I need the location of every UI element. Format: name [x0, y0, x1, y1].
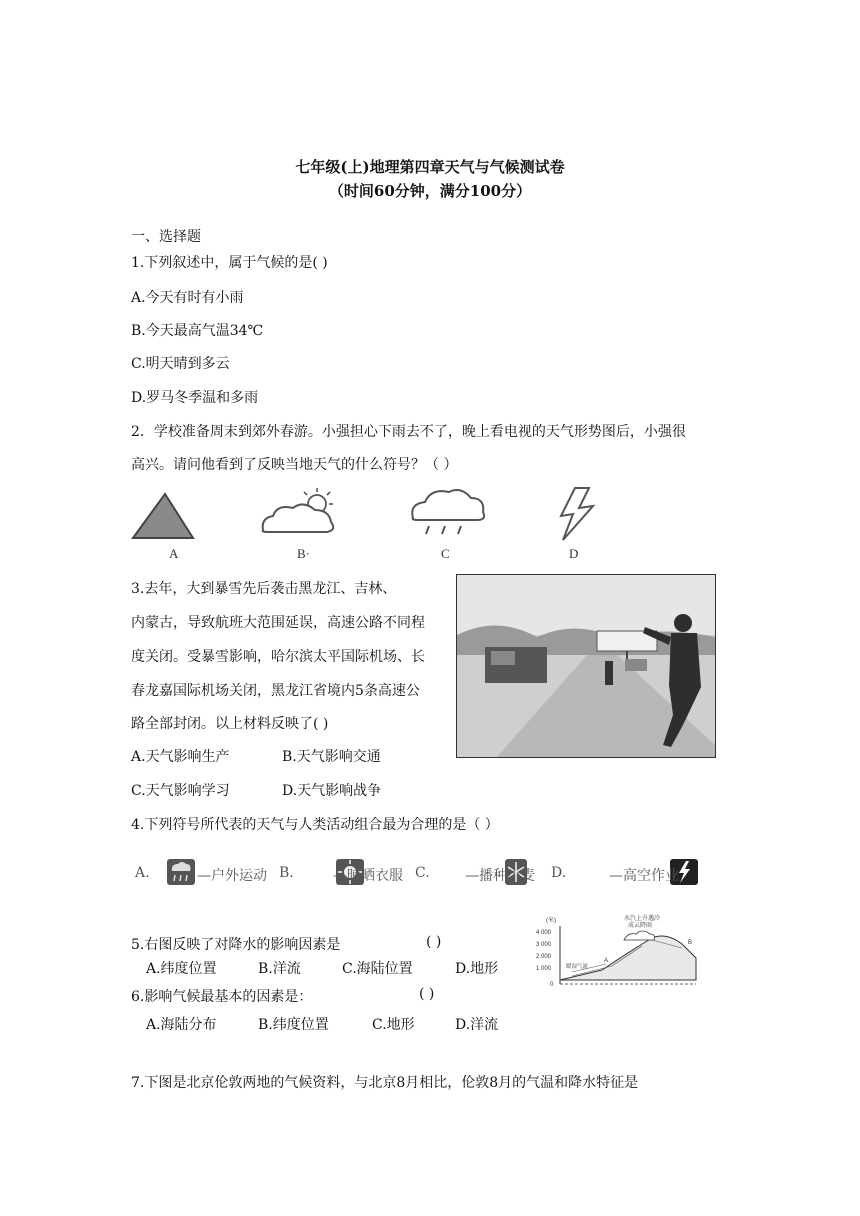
q4-letter-c: C.	[415, 865, 430, 881]
partly-cloudy-icon	[263, 488, 334, 532]
q1-option-a: A.今天有时有小雨	[131, 290, 244, 306]
q2-symbol-label-a: A	[169, 546, 179, 561]
q2-stem-line2: 高兴。请问他看到了反映当地天气的什么符号？（ ）	[131, 457, 458, 473]
q3-line5: 路全部封闭。以上材料反映了( )	[131, 716, 329, 732]
snow-rain-icon	[167, 859, 195, 885]
triangle-icon	[133, 494, 193, 538]
q2-symbol-label-d: D	[569, 546, 579, 561]
q4-letter-a: A.	[135, 865, 150, 881]
page-subtitle: （时间60分钟，满分100分）	[328, 182, 532, 200]
q4-symbols-figure	[131, 851, 691, 895]
q6-option-b: B.纬度位置	[258, 1017, 329, 1033]
terrain-rain-diagram	[532, 914, 702, 992]
rain-cloud-icon	[412, 490, 484, 534]
q4-stem: 4.下列符号所代表的天气与人类活动组合最为合理的是（ ）	[131, 817, 499, 833]
q4-letter-b: B.	[279, 865, 294, 881]
q3-line2: 内蒙古，导致航班大范围延误，高速公路不同程	[131, 615, 425, 631]
q1-option-c: C.明天晴到多云	[131, 356, 230, 372]
q4-text-c: —播种小麦	[465, 868, 535, 884]
q4-text-a: —户外运动	[197, 868, 267, 884]
q1-option-d: D.罗马冬季温和多雨	[131, 390, 259, 406]
diagram-wind-label: 暖湿气流	[566, 964, 589, 970]
q2-symbol-label-c: C	[441, 546, 450, 561]
diagram-tick-2000: 2 000	[536, 954, 552, 960]
q4-letter-d: D.	[551, 865, 567, 881]
q2-symbols-figure	[131, 482, 619, 564]
q2-symbol-label-b: B·	[297, 546, 310, 561]
diagram-tick-4000: 4 000	[536, 930, 552, 936]
q3-option-a: A.天气影响生产	[131, 749, 230, 765]
q3-option-c: C.天气影响学习	[131, 783, 230, 799]
q7-stem: 7.下图是北京伦敦两地的气候资料，与北京8月相比，伦敦8月的气温和降水特征是	[131, 1075, 639, 1091]
lightning-icon	[561, 488, 593, 540]
terrain-rain-diagram-svg	[532, 914, 702, 992]
diagram-caption-top: 水汽上升遇冷	[624, 916, 661, 922]
diagram-tick-1000: 1 000	[536, 966, 552, 972]
q5-paren: ( )	[426, 934, 442, 950]
diagram-caption-top2: 成云降雨	[628, 923, 653, 929]
diagram-mark-a: A	[604, 958, 609, 964]
q1-stem: 1.下列叙述中，属于气候的是( )	[131, 255, 328, 271]
diagram-tick-3000: 3 000	[536, 942, 552, 948]
q5-option-b: B.洋流	[258, 961, 301, 977]
q5-option-d: D.地形	[455, 961, 499, 977]
q6-paren: ( )	[419, 986, 435, 1002]
snow-road-photo	[456, 574, 716, 758]
q4-text-d: —高空作业	[609, 868, 679, 884]
q3-line3: 度关闭。受暴雪影响，哈尔滨太平国际机场、长	[131, 649, 425, 665]
q6-stem: 6.影响气候最基本的因素是：	[131, 989, 313, 1005]
q3-option-b: B.天气影响交通	[282, 749, 381, 765]
q1-option-b: B.今天最高气温34℃	[131, 323, 264, 339]
q6-option-a: A.海陆分布	[146, 1017, 217, 1033]
q5-option-c: C.海陆位置	[342, 961, 413, 977]
diagram-mark-b: B	[688, 940, 693, 946]
q5-option-a: A.纬度位置	[146, 961, 217, 977]
q2-symbols-svg	[131, 482, 619, 564]
q3-option-d: D.天气影响战争	[282, 783, 382, 799]
q6-option-c: C.地形	[372, 1017, 415, 1033]
q5-stem: 5.右图反映了对降水的影响因素是	[131, 937, 341, 953]
section-label: 一、选择题	[131, 229, 201, 245]
q3-line4: 春龙嘉国际机场关闭，黑龙江省境内5条高速公	[131, 683, 420, 699]
diagram-unit: (米)	[546, 918, 556, 924]
snow-road-photo-svg	[457, 575, 715, 757]
q3-line1: 3.去年，大到暴雪先后袭击黑龙江、吉林、	[131, 581, 397, 597]
q4-text-b: —晾晒衣服	[333, 868, 403, 884]
diagram-tick-0: 0	[550, 982, 554, 988]
q2-stem-line1: 2．学校准备周末到郊外春游。小强担心下雨去不了，晚上看电视的天气形势图后，小强很	[131, 424, 686, 440]
q6-option-d: D.洋流	[455, 1017, 499, 1033]
page-title: 七年级(上)地理第四章天气与气候测试卷	[295, 158, 565, 176]
